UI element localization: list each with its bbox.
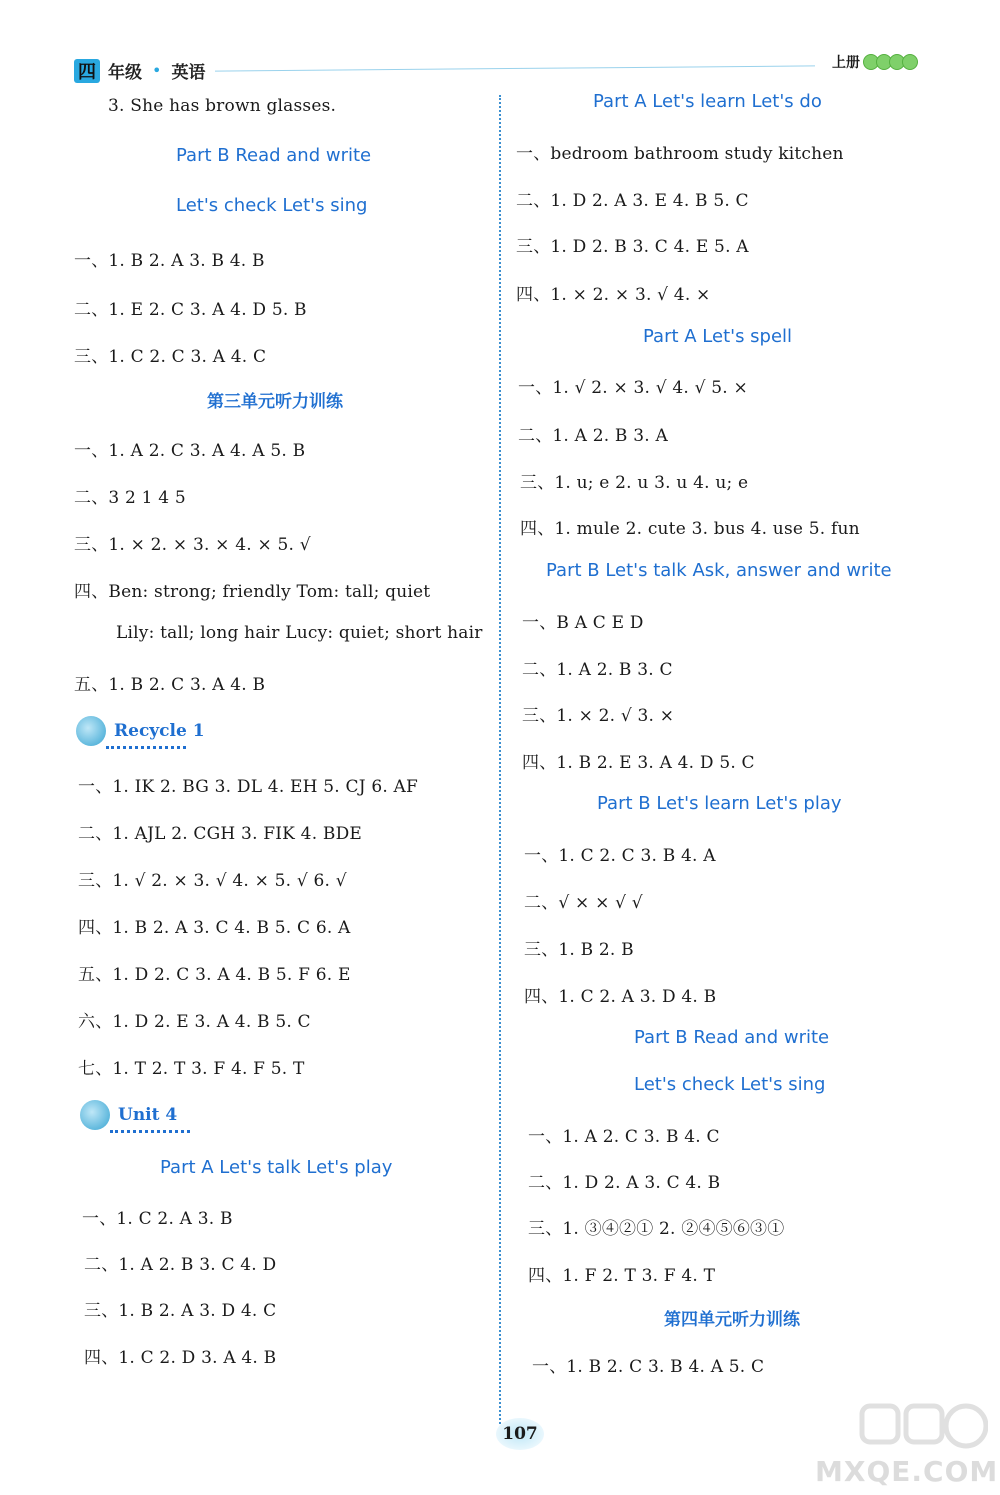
column-divider	[499, 95, 501, 1435]
separator-dot-icon: •	[152, 61, 162, 80]
answer-line: 三、1. u; e 2. u 3. u 4. u; e	[520, 473, 749, 493]
section-heading: Part A Let's learn Let's do	[593, 91, 822, 112]
answer-line: 四、1. B 2. A 3. C 4. B 5. C 6. A	[78, 918, 351, 938]
unit-dotted-underline	[106, 746, 186, 749]
answer-line: 二、1. A 2. B 3. C	[522, 660, 673, 680]
answer-line: 五、1. B 2. C 3. A 4. B	[74, 675, 266, 695]
section-heading: Part B Read and write	[634, 1027, 830, 1048]
answer-line: 一、1. √ 2. × 3. √ 4. √ 5. ×	[518, 378, 748, 398]
answer-line: 二、1. AJL 2. CGH 3. FIK 4. BDE	[78, 824, 363, 844]
answer-line: 四、1. mule 2. cute 3. bus 4. use 5. fun	[520, 519, 860, 539]
answer-line: 一、1. A 2. C 3. B 4. C	[528, 1127, 720, 1147]
answer-line: 一、1. A 2. C 3. A 4. A 5. B	[74, 441, 306, 461]
unit-dotted-underline	[110, 1130, 190, 1133]
answer-line: 五、1. D 2. C 3. A 4. B 5. F 6. E	[78, 965, 351, 985]
unit-globe-icon	[80, 1100, 110, 1130]
answer-line: 三、1. D 2. B 3. C 4. E 5. A	[516, 237, 749, 257]
section-heading: Part B Read and write	[176, 145, 372, 166]
header-grade	[74, 58, 205, 83]
answer-line: 一、1. C 2. A 3. B	[82, 1209, 233, 1229]
section-heading: Part A Let's spell	[643, 326, 793, 347]
section-heading: Let's check Let's sing	[176, 195, 368, 216]
answer-line: 三、1. √ 2. × 3. √ 4. × 5. √ 6. √	[78, 871, 347, 891]
answer-line: 四、1. C 2. D 3. A 4. B	[84, 1348, 277, 1368]
unit-heading-label: Unit 4	[118, 1105, 178, 1125]
answer-line: 二、1. D 2. A 3. C 4. B	[528, 1173, 721, 1193]
answer-line: 四、1. C 2. A 3. D 4. B	[524, 987, 717, 1007]
answer-line: 3. She has brown glasses.	[108, 96, 337, 116]
answer-line: 四、1. B 2. E 3. A 4. D 5. C	[522, 753, 755, 773]
answer-line: 三、1. ③④②① 2. ②④⑤⑥③①	[528, 1219, 785, 1239]
answer-line: 四、Ben: strong; friendly Tom: tall; quiet	[74, 582, 431, 602]
answer-line: 六、1. D 2. E 3. A 4. B 5. C	[78, 1012, 311, 1032]
answer-line: 四、1. × 2. × 3. √ 4. ×	[516, 285, 711, 305]
answer-line: 一、1. C 2. C 3. B 4. A	[524, 846, 716, 866]
answer-line: 三、1. C 2. C 3. A 4. C	[74, 347, 267, 367]
decorative-circles-icon	[866, 54, 918, 70]
section-heading: Part B Let's talk Ask, answer and write	[546, 560, 892, 581]
section-heading: Let's check Let's sing	[634, 1074, 826, 1095]
answer-line: 三、1. × 2. × 3. × 4. × 5. √	[74, 535, 311, 555]
answer-line: 四、1. F 2. T 3. F 4. T	[528, 1266, 716, 1286]
answer-line: 二、3 2 1 4 5	[74, 488, 186, 508]
header-volume	[832, 52, 918, 72]
answer-line: Lily: tall; long hair Lucy: quiet; short hair	[116, 623, 483, 643]
answer-line: 一、B A C E D	[522, 613, 644, 633]
watermark-text: MXQE.COM	[815, 1455, 999, 1488]
volume-label: 上册	[832, 55, 860, 71]
answer-line: 三、1. B 2. B	[524, 940, 634, 960]
answer-line: 二、1. D 2. A 3. E 4. B 5. C	[516, 191, 749, 211]
answer-line: 一、1. IK 2. BG 3. DL 4. EH 5. CJ 6. AF	[78, 777, 419, 797]
unit-heading-label: Recycle 1	[114, 721, 205, 741]
page-number: 107	[496, 1418, 544, 1450]
answer-line: 一、1. B 2. A 3. B 4. B	[74, 251, 265, 271]
section-heading: Part B Let's learn Let's play	[597, 793, 842, 814]
answer-line: 二、1. A 2. B 3. A	[518, 426, 668, 446]
subject-label: 英语	[171, 63, 206, 83]
grade-number-badge: 四	[74, 59, 100, 83]
section-heading: 第四单元听力训练	[664, 1310, 800, 1330]
header-rule	[215, 65, 815, 71]
answer-line: 一、1. B 2. C 3. B 4. A 5. C	[532, 1357, 765, 1377]
answer-line: 一、bedroom bathroom study kitchen	[516, 144, 844, 164]
answer-line: 二、1. A 2. B 3. C 4. D	[84, 1255, 277, 1275]
answer-line: 二、1. E 2. C 3. A 4. D 5. B	[74, 300, 307, 320]
unit-heading	[80, 1100, 177, 1130]
unit-globe-icon	[76, 716, 106, 746]
answer-line: 七、1. T 2. T 3. F 4. F 5. T	[78, 1059, 305, 1079]
answer-line: 三、1. B 2. A 3. D 4. C	[84, 1301, 277, 1321]
answer-line: 二、√ × × √ √	[524, 893, 643, 913]
answer-line: 三、1. × 2. √ 3. ×	[522, 706, 675, 726]
unit-heading	[76, 716, 205, 746]
section-heading: 第三单元听力训练	[207, 392, 343, 412]
grade-label: 年级	[108, 63, 142, 83]
section-heading: Part A Let's talk Let's play	[160, 1157, 393, 1178]
